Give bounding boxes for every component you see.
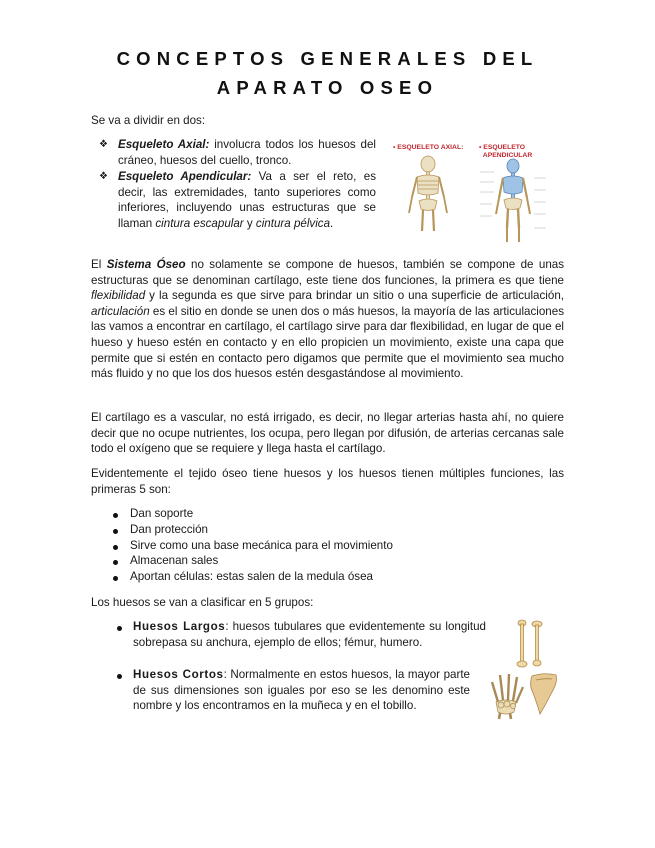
list-item: Almacenan sales <box>130 554 219 567</box>
bullet-icon <box>113 560 118 565</box>
scapula-bone-image <box>528 670 560 716</box>
paragraph-sistema-oseo: El Sistema Óseo no solamente se compone de huesos, también se compone de unas estructuras que se denominan cartílago, este tiene dos funciones, la primera es que tiene flexibilidad y la segunda es que sirve para brindar un sitio o una superficie de articulación, articulación es el sitio en donde se unen dos o más huesos, la mayoría de las articulaciones las vamos a encontrar en cartílago, el cartílago sirve para dar flexibilidad, en lugar de que el hueso y hueso estén en contacto y en ello propicien un movimiento, existe una capa que permite que si estén en contacto pero digamos que permite que el movimiento sea mucho más fluido y no que los dos huesos estén desgastándose al movimiento. <box>91 258 565 381</box>
bullet-icon <box>117 626 122 631</box>
sistema-oseo-term: Sistema Óseo <box>106 258 186 271</box>
paragraph-cartilago: El cartílago es a vascular, no está irrigado, es decir, no llegar arterias hasta ahí, no quiere decir que no ocupe nutrientes, los ocupa, pero llegan por difusión, de arterias cercanas sale todo el oxígeno que se requiere y llega hasta el cartílago. <box>91 411 564 456</box>
bullet-icon <box>113 576 118 581</box>
diamond-bullet-icon: ❖ <box>99 139 108 150</box>
title-line-2: APARATO OSEO <box>216 77 439 98</box>
bullet-icon <box>113 529 118 534</box>
apendicular-skeleton-image <box>478 158 548 246</box>
list-item: Dan protección <box>130 523 208 536</box>
group-item-cortos: Huesos Cortos: Normalmente en estos huesos, la mayor parte de sus dimensiones son iguales por eso se les denomino este nombre y los encontramos en la muñeca y en el tobillo. <box>133 668 470 713</box>
long-bones-image <box>513 619 547 669</box>
axial-caption: • ESQUELETO AXIAL: <box>393 144 464 151</box>
axial-skeleton-image <box>403 155 453 235</box>
group-item-largos: Huesos Largos: huesos tubulares que evidentemente su longitud sobrepasa su anchura, ejemplo de ellos; fémur, humero. <box>133 620 486 649</box>
diamond-bullet-icon: ❖ <box>99 171 108 182</box>
bullet-icon <box>117 674 122 679</box>
intro-text: Se va a dividir en dos: <box>91 114 206 127</box>
paragraph-grupos-intro: Los huesos se van a clasificar en 5 grupos: <box>91 596 314 609</box>
apendicular-item: Esqueleto Apendicular: Va a ser el reto, es decir, las extremidades, tanto superiores como inferiores, incluyendo unas estructuras que se llaman cintura escapular y cintura pélvica. <box>118 170 377 230</box>
axial-text: involucra todos los huesos del cráneo, huesos del cuello, tronco. <box>118 138 376 167</box>
apendicular-term: Esqueleto Apendicular: <box>118 170 252 183</box>
hand-bones-image <box>486 672 526 720</box>
title-line-1: CONCEPTOS GENERALES DEL <box>116 48 539 69</box>
list-item: Aportan células: estas salen de la medula ósea <box>130 570 373 583</box>
apendicular-caption: • ESQUELETO APENDICULAR <box>479 144 533 159</box>
list-item: Dan soporte <box>130 507 194 520</box>
page-title <box>60 44 595 102</box>
paragraph-funciones-intro: Evidentemente el tejido óseo tiene huesos y los huesos tienen múltiples funciones, las primeras 5 son: <box>91 467 564 496</box>
axial-item <box>118 137 376 168</box>
bullet-icon <box>113 513 118 518</box>
axial-term: Esqueleto Axial: <box>118 138 210 151</box>
cortos-term: Huesos Cortos <box>133 668 224 681</box>
bullet-icon <box>113 545 118 550</box>
list-item: Sirve como una base mecánica para el movimiento <box>130 539 393 552</box>
largos-term: Huesos Largos <box>133 620 226 633</box>
